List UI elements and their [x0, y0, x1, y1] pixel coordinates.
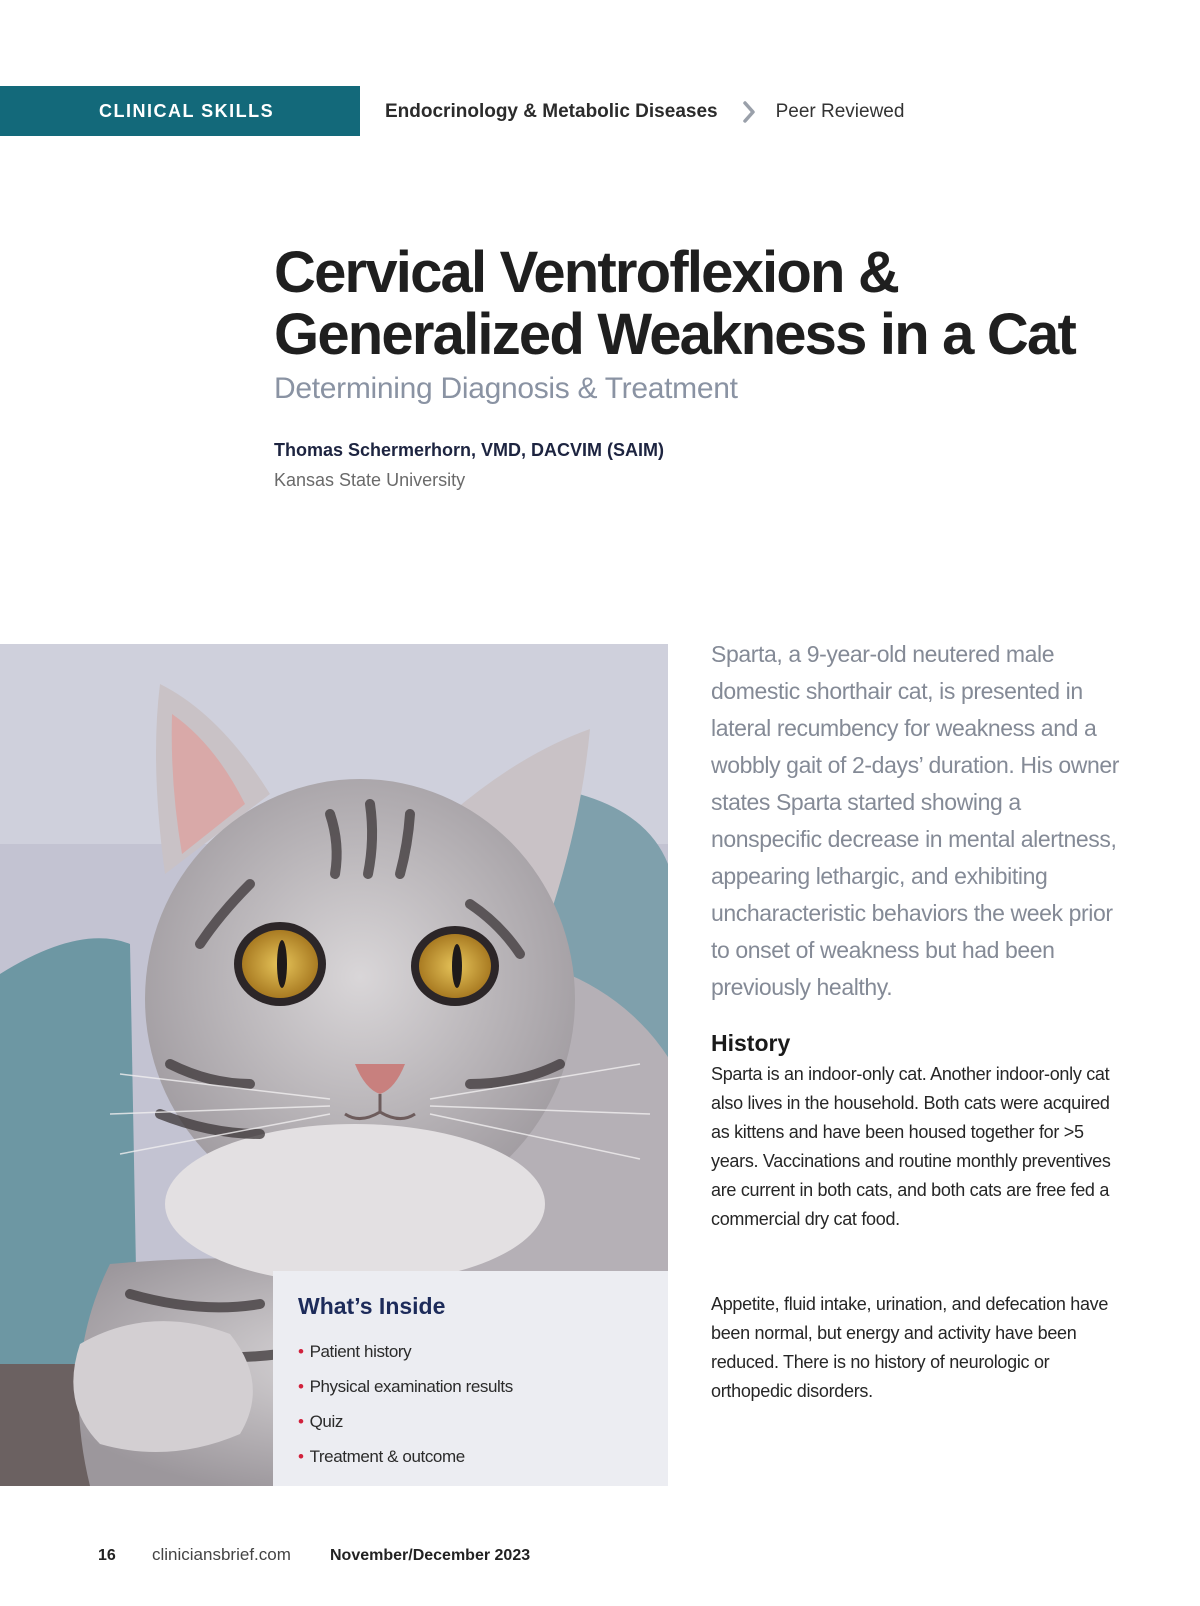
- article-title: [274, 242, 1154, 366]
- section-label: CLINICAL SKILLS: [0, 86, 360, 136]
- site-link[interactable]: cliniciansbrief.com: [152, 1545, 291, 1564]
- whats-inside-list: [298, 1334, 668, 1474]
- page-number: 16: [98, 1547, 116, 1564]
- chevron-right-icon: [734, 97, 764, 127]
- list-item[interactable]: • Physical examination results: [298, 1369, 668, 1404]
- author-affiliation: Kansas State University: [274, 470, 466, 490]
- history-paragraph-1: Sparta is an indoor-only cat. Another indoor-only cat also lives in the household. Both cats were acquired as kittens and have been housed together for >5 years. Vaccinations and routine monthly preventives are current in both cats, and both cats are free fed a commercial dry cat food.: [711, 1064, 1111, 1229]
- breadcrumb-category[interactable]: Endocrinology & Metabolic Diseases: [385, 101, 718, 122]
- author-name: Thomas Schermerhorn, VMD, DACVIM (SAIM): [274, 440, 665, 460]
- article-subtitle: Determining Diagnosis & Treatment: [274, 372, 738, 405]
- breadcrumb-peer-reviewed: Peer Reviewed: [775, 101, 905, 122]
- issue-date: November/December 2023: [330, 1547, 531, 1564]
- title-line-1: Cervical Ventroflexion &: [274, 240, 899, 305]
- whats-inside-box: [273, 1271, 668, 1486]
- list-item[interactable]: • Patient history: [298, 1334, 668, 1369]
- whats-inside-heading: What’s Inside: [298, 1293, 446, 1319]
- lead-paragraph: Sparta, a 9-year-old neutered male domestic shorthair cat, is presented in lateral recumbency for weakness and a wobbly gait of 2-days’ duration. His owner states Sparta started showing a nonspecific decrease in mental alertness, appearing lethargic, and exhibiting uncharacteristic behaviors the week prior to onset of weakness but had been previously healthy.: [711, 641, 1120, 1000]
- history-paragraph-2: Appetite, fluid intake, urination, and defecation have been normal, but energy and activity have been reduced. There is no history of neurologic or orthopedic disorders.: [711, 1294, 1109, 1401]
- list-item[interactable]: • Treatment & outcome: [298, 1439, 668, 1474]
- title-line-2: Generalized Weakness in a Cat: [274, 302, 1075, 367]
- list-item[interactable]: • Quiz: [298, 1404, 668, 1439]
- page-footer: [98, 1545, 530, 1565]
- breadcrumb: [385, 96, 904, 128]
- history-heading: History: [711, 1030, 791, 1056]
